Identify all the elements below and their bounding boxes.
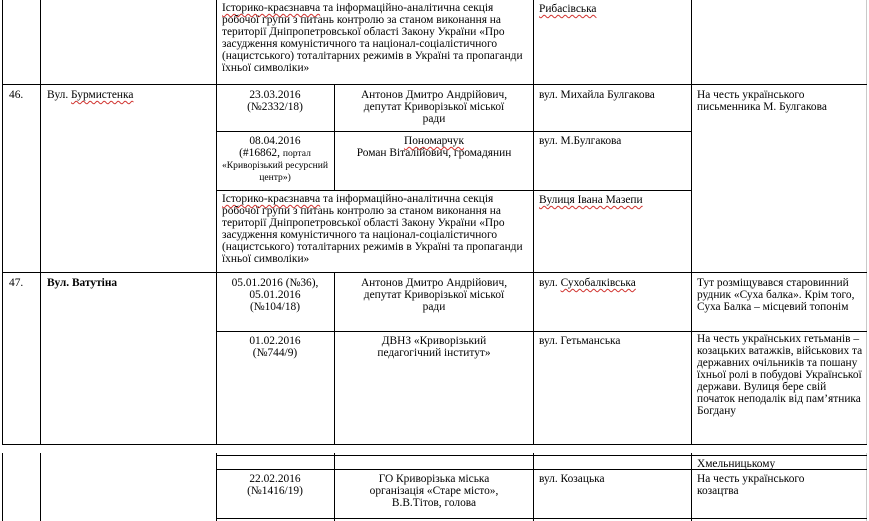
proposal-note-continued: Хмельницькому — [697, 458, 776, 470]
proposal-prefix: вул. — [539, 277, 561, 289]
column-divider — [334, 453, 335, 521]
column-divider — [40, 0, 41, 445]
row-divider — [216, 190, 691, 191]
proposal-name: вул. Козацька — [539, 473, 605, 485]
table-border-right — [866, 453, 867, 521]
proposal-date: 01.02.2016 (№744/9) — [249, 335, 301, 359]
column-divider — [691, 0, 692, 445]
proposal-word: Сухобалківська — [560, 277, 636, 289]
author-details: Роман Віталійович, громадянин — [356, 147, 512, 159]
proposal-name — [539, 277, 691, 289]
proposal-note: На честь українських гетьманів – козацьких ватажків, військових та державних очільників та пошану їхньої ролі в побудові Української держави. Вулиця бере свій початок неподалік від пам’ятника Богдану — [697, 333, 863, 417]
row-number: 46. — [9, 89, 24, 101]
column-divider — [216, 453, 217, 521]
row-divider — [216, 131, 691, 132]
proposal-name: вул. Гетьманська — [539, 335, 621, 347]
column-divider — [334, 84, 335, 190]
proposal-name: вул. Михайла Булгакова — [539, 89, 655, 101]
proposal-name: вул. М.Булгакова — [539, 135, 622, 147]
table-border-bottom — [2, 444, 867, 445]
proposal-date — [216, 135, 334, 183]
column-divider — [533, 0, 534, 445]
row-number: 47. — [9, 277, 24, 289]
proposal-note: На честь українського козацтва — [697, 473, 805, 497]
source-word-misspelled: Історико-краєзнавча — [222, 193, 321, 205]
proposal-date: 23.03.2016 (№2332/18) — [247, 89, 303, 113]
proposal-note: На честь українського письменника М. Булгакова — [697, 89, 827, 113]
source-text: та інформаційно-аналітична секція робочої групи з питань контролю за станом виконання на території Дніпропетровської області Закону України «Про засудження комуністичного та націонал-соціалістичного (нацистського) тоталітарних режимів в Україні та пропаганди їхньої символіки» — [222, 193, 523, 265]
street-name: Вул. Ватутіна — [47, 277, 118, 289]
proposal-date: 05.01.2016 (№36), 05.01.2016 (№104/18) — [231, 277, 319, 313]
street-prefix: Вул. — [47, 89, 72, 101]
proposal-author: ДВНЗ «Криворізький педагогічний інститут» — [377, 335, 491, 359]
date-main: 08.04.2016 (#16862, — [239, 135, 301, 159]
column-divider — [40, 453, 41, 521]
proposal-author: ГО Криворізька міська організація «Старе місто», В.В.Тітов, голова — [369, 473, 499, 509]
table-border-left — [2, 0, 3, 445]
proposal-author: Антонов Дмитро Андрійович, депутат Криворізької міської ради — [360, 89, 508, 125]
table-border-left — [2, 453, 3, 521]
row-divider — [216, 331, 867, 332]
proposal-author — [336, 135, 532, 159]
proposal-note: Тут розміщувався старовинний рудник «Суха балка». Крім того, Суха Балка – місцевий топонім — [697, 277, 855, 313]
table-border-top — [216, 455, 867, 456]
source-text: та інформаційно-аналітична секція робочої групи з питань контролю за станом виконання на території Дніпропетровської області Закону України «Про засудження комуністичного та націонал-соціалістичного (нацистського) тоталітарних режимів в Україні та пропаганди їхньої символіки» — [222, 2, 523, 74]
source-commission-cell — [222, 2, 532, 74]
proposal-date: 22.02.2016 (№1416/19) — [247, 473, 303, 497]
source-commission-cell — [222, 193, 532, 265]
proposal-text: Рибасівська — [539, 3, 597, 15]
table-border-right — [866, 0, 867, 445]
proposal-cell — [539, 3, 689, 15]
column-divider — [533, 453, 534, 521]
proposal-text: Вулиця Івана Мазепи — [539, 194, 643, 206]
row-divider — [2, 84, 867, 85]
street-word: Бурмистенка — [71, 89, 134, 101]
street-name — [47, 89, 212, 101]
author-surname: Пономарчук — [403, 135, 465, 147]
proposal-author: Антонов Дмитро Андрійович, депутат Криворізької міської ради — [360, 277, 508, 313]
source-word-misspelled: Історико-краєзнавча — [222, 2, 321, 14]
date-source-note: портал «Криворізький ресурсний центр») — [221, 148, 329, 183]
column-divider — [334, 272, 335, 445]
row-divider — [216, 469, 867, 470]
row-divider — [216, 518, 867, 519]
column-divider — [216, 0, 217, 445]
row-divider — [2, 272, 867, 273]
column-divider — [691, 453, 692, 521]
proposal-name — [539, 194, 691, 206]
